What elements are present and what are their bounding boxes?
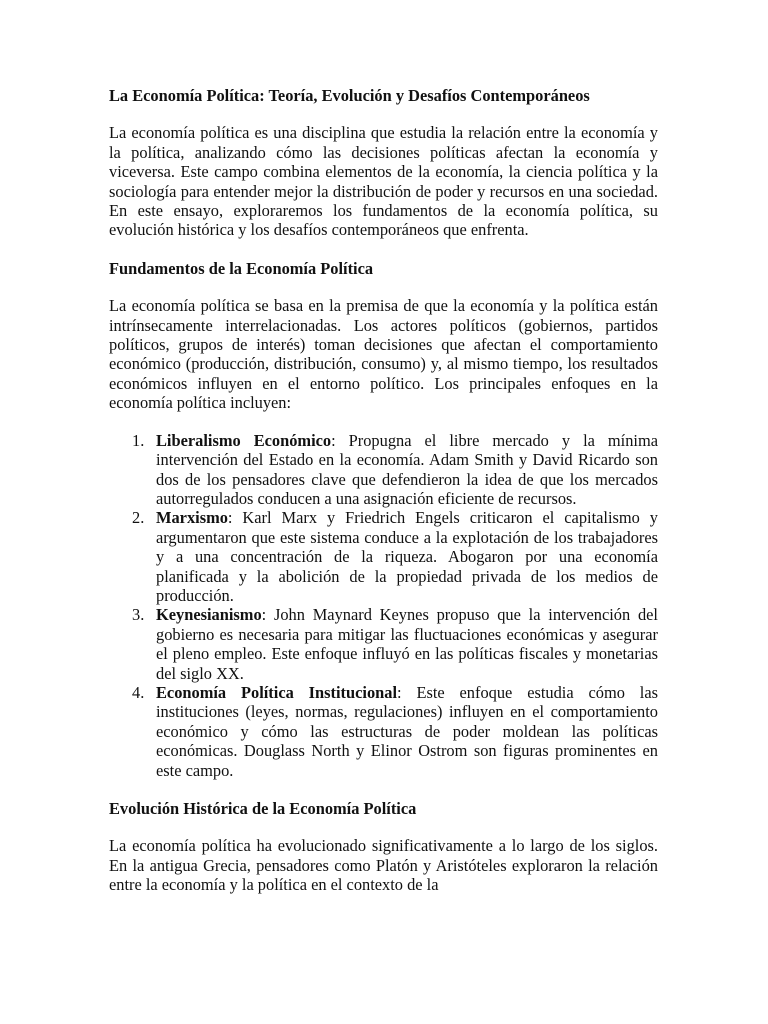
list-item-text: : Karl Marx y Friedrich Engels criticaron el capitalismo y argumentaron que este sistema conduce a la explotación de los trabajadores y a una concentración de la riqueza. Abogaron por una economía planificada y la abolición de la propiedad privada de los medios de producción. — [156, 508, 658, 605]
list-item — [109, 508, 658, 605]
list-item-text: : Propugna el libre mercado y la mínima intervención del Estado en la economía. Adam Smith y David Ricardo son dos de los pensadores clave que defendieron la idea de que los mercados autorregulados conducen a una asignación eficiente de recursos. — [156, 430, 658, 508]
list-item-term: Keynesianismo — [156, 605, 262, 625]
list-item-number: 4. — [132, 682, 145, 702]
section-heading-evolucion: Evolución Histórica de la Economía Política — [109, 799, 417, 818]
list-item-number: 1. — [132, 430, 145, 450]
list-item-term: Economía Política Institucional — [156, 682, 398, 702]
list-item-term: Marxismo — [156, 508, 228, 528]
list-item-number: 3. — [132, 605, 145, 625]
list-item-text: : Este enfoque estudia cómo las instituciones (leyes, normas, regulaciones) influyen en el comportamiento económico y cómo las estructuras de poder moldean las políticas económicas. Douglass North y Elinor Ostrom son figuras prominentes en este campo. — [156, 682, 658, 780]
list-item — [109, 683, 658, 780]
document-title: La Economía Política: Teoría, Evolución y Desafíos Contemporáneos — [109, 86, 590, 105]
approaches-list — [109, 431, 658, 780]
list-item-text: : John Maynard Keynes propuso que la intervención del gobierno es necesaria para mitigar las fluctuaciones económicas y asegurar el pleno empleo. Este enfoque influyó en las políticas fiscales y monetarias del siglo XX. — [156, 605, 658, 683]
list-item-number: 2. — [132, 508, 145, 528]
fundamentos-paragraph: La economía política se basa en la premisa de que la economía y la política están intrínsecamente interrelacionadas. Los actores políticos (gobiernos, partidos políticos, grupos de interés) toman decisiones que afectan el comportamiento económico (producción, distribución, consumo) y, al mismo tiempo, los resultados económicos influyen en el entorno político. Los principales enfoques en la economía política incluyen: — [109, 296, 658, 413]
intro-paragraph: La economía política es una disciplina que estudia la relación entre la economía y la política, analizando cómo las decisiones políticas afectan la economía y viceversa. Este campo combina elementos de la economía, la ciencia política y la sociología para entender mejor la distribución de poder y recursos en una sociedad. En este ensayo, exploraremos los fundamentos de la economía política, su evolución histórica y los desafíos contemporáneos que enfrenta. — [109, 123, 658, 240]
section-heading-fundamentos: Fundamentos de la Economía Política — [109, 258, 374, 278]
document-page — [109, 86, 658, 895]
list-item-term: Liberalismo Económico — [156, 430, 332, 450]
list-item — [109, 431, 658, 509]
evolucion-paragraph: La economía política ha evolucionado significativamente a lo largo de los siglos. En la antigua Grecia, pensadores como Platón y Aristóteles exploraron la relación entre la economía y la política en el contexto de la — [109, 836, 658, 895]
list-item — [109, 605, 658, 683]
